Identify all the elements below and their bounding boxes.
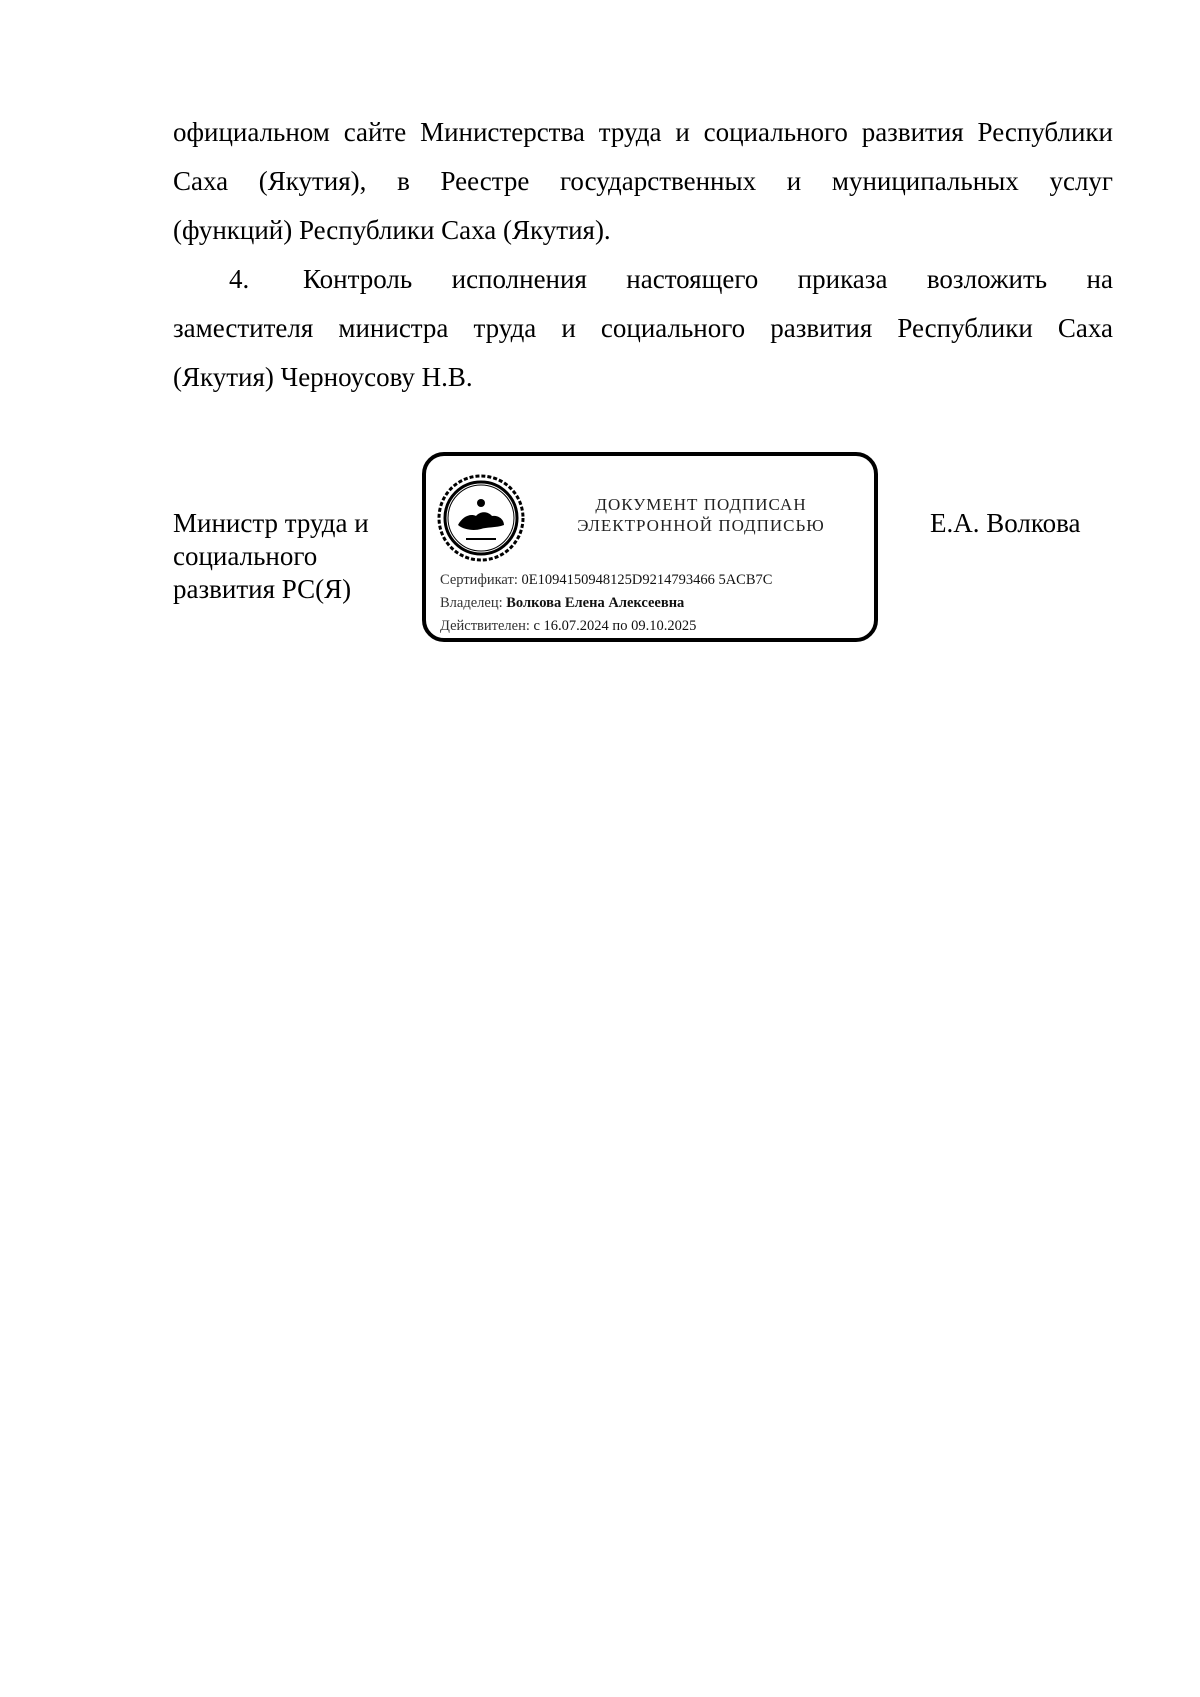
stamp-heading-line: ЭЛЕКТРОННОЙ ПОДПИСЬЮ: [577, 516, 825, 535]
signer-name: Е.А. Волкова: [930, 508, 1081, 538]
stamp-heading-line: ДОКУМЕНТ ПОДПИСАН: [595, 495, 807, 514]
validity-row: [440, 615, 870, 638]
item-number: 4.: [229, 264, 250, 294]
paragraph-3-tail: [173, 108, 1113, 255]
signer-position-line: развития РС(Я): [173, 574, 352, 604]
paragraph-line: (Якутия) Черноусову Н.В.: [173, 362, 473, 392]
certificate-value: 0E1094150948125D9214793466 5ACB7C: [521, 572, 773, 588]
owner-row: [440, 592, 870, 615]
validity-label: Действителен:: [440, 618, 530, 634]
paragraph-line: заместителя министра труда и социального развития Республики Саха: [173, 313, 1113, 343]
republic-emblem-icon: [436, 473, 526, 563]
paragraph-line: официальном сайте Министерства труда и социального развития Республики: [173, 117, 1113, 147]
paragraph-line: Саха (Якутия), в Реестре государственных и муниципальных услуг: [173, 166, 1113, 196]
document-body: [173, 108, 1113, 402]
paragraph-line: [173, 255, 1113, 304]
signer-position: [173, 507, 403, 606]
paragraph-4: [173, 255, 1113, 402]
signer-position-line: социального: [173, 541, 318, 571]
paragraph-text: Контроль исполнения настоящего приказа возложить на: [303, 264, 1113, 294]
e-signature-stamp: [422, 452, 878, 642]
owner-label: Владелец:: [440, 595, 503, 611]
validity-value: с 16.07.2024 по 09.10.2025: [533, 618, 697, 634]
owner-value: Волкова Елена Алексеевна: [506, 595, 685, 611]
stamp-details: [440, 569, 870, 638]
signer-position-line: Министр труда и: [173, 508, 369, 538]
stamp-heading: [536, 494, 866, 536]
paragraph-line: (функций) Республики Саха (Якутия).: [173, 215, 611, 245]
certificate-label: Сертификат:: [440, 572, 518, 588]
certificate-row: [440, 569, 870, 592]
